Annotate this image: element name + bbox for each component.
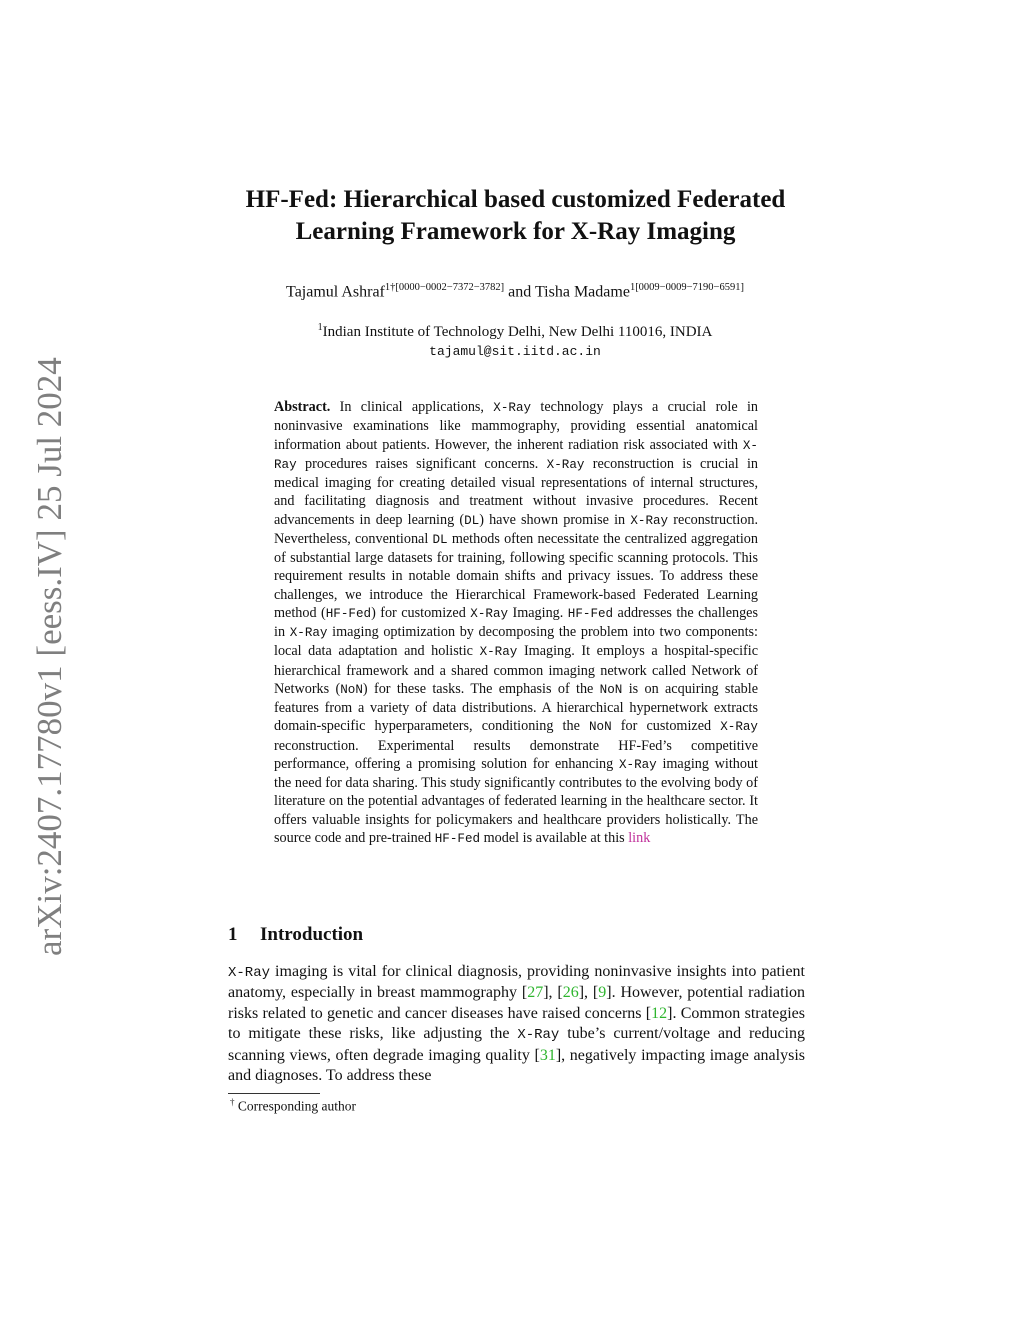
abstract-label: Abstract.: [274, 399, 331, 415]
footnote: [230, 1097, 356, 1115]
abstract-text: reconstruction. Experimental results demonstrate HF-Fed’s competitive performance, offering a promising solution for enhancing: [274, 737, 758, 772]
title-line-1: HF-Fed: Hierarchical based customized Federated: [245, 186, 786, 213]
abstract-text: In clinical applications,: [330, 399, 494, 415]
code-term: X-Ray: [479, 645, 518, 660]
abstract-text: for customized: [611, 718, 721, 735]
citation-link[interactable]: 9: [598, 984, 607, 1002]
code-term: X-Ray: [618, 757, 657, 772]
abstract-text: is on acquiring stable features from a variety of data distributions. A hierarchical hypernetwork extracts domain-specific hyperparameters, conditioning the: [274, 680, 759, 735]
code-term: NoN: [599, 682, 623, 697]
code-term: NoN: [589, 720, 612, 735]
citation-link[interactable]: 31: [539, 1046, 556, 1064]
code-term: DL: [464, 513, 480, 528]
code-term: X-Ray: [228, 965, 271, 981]
abstract-text: reconstruction is crucial in medical imaging for creating detailed visual representations of internal structures, and facilitating diagnosis and treatment without invasive procedures. Recent advancements in deep learning (: [274, 455, 758, 528]
code-term: HF-Fed: [434, 831, 481, 846]
abstract-text: ) for these tasks. The emphasis of the: [362, 680, 600, 697]
abstract-text: Imaging.: [508, 604, 568, 621]
body-text: ], negatively impacting image analysis and diagnoses. To address these: [228, 1046, 805, 1085]
abstract-text: methods often necessitate the centralized aggregation of substantial large datasets for training, following specific scanning protocols. This requirement results in notable domain shifts and privacy issues. To address these challenges, we introduce the Hierarchical Framework-based Federated Learning method (: [274, 530, 758, 621]
abstract-text: Imaging. It employs a hospital-specific hierarchical framework and a shared common imaging network called Network of Networks (: [274, 643, 758, 697]
body-text: ]. However, potential radiation risks related to genetic and cancer diseases have raised concerns [: [228, 984, 806, 1022]
abstract-text: ) have shown promise in: [479, 511, 631, 528]
section-title: Introduction: [260, 924, 364, 945]
author-list: [210, 282, 820, 301]
paper-title: [218, 184, 813, 248]
author-separator: and: [504, 283, 535, 301]
author-email[interactable]: tajamul@sit.iitd.ac.in: [429, 344, 601, 359]
citation-link[interactable]: 12: [651, 1004, 668, 1022]
abstract-text: procedures raises significant concerns.: [296, 455, 547, 472]
section-heading-introduction: [228, 924, 363, 946]
abstract-text: imaging without the need for data sharing. This study significantly contributes to the evolving body of literature on the potential advantages of federated learning in the healthcare sector. It offers valuable insights for policymakers and healthcare providers holistically. The source code and pre-trained: [274, 755, 758, 846]
citation-link[interactable]: 26: [562, 984, 579, 1002]
code-term: X-Ray: [630, 513, 669, 528]
author-1-superscript: 1†[0000−0002−7372−3782]: [384, 282, 505, 293]
abstract-text: model is available at this: [480, 829, 629, 846]
abstract: [274, 398, 758, 848]
body-text: ], [: [578, 984, 599, 1002]
footnote-mark: †: [230, 1097, 235, 1107]
code-term: X-Ray: [274, 438, 758, 472]
abstract-text: ) for customized: [371, 604, 471, 621]
abstract-text: reconstruction. Nevertheless, conventional: [274, 511, 758, 547]
title-line-2: Learning Framework for X-Ray Imaging: [295, 218, 736, 245]
body-text: imaging is vital for clinical diagnosis, providing noninvasive insights into patient anatomy, especially in breast mammography [: [228, 963, 805, 1002]
author-1-name: Tajamul Ashraf: [286, 283, 385, 301]
code-term: X-Ray: [546, 457, 585, 472]
code-link[interactable]: link: [628, 829, 651, 846]
code-term: X-Ray: [289, 626, 328, 640]
code-term: NoN: [340, 682, 363, 697]
affiliation-text: Indian Institute of Technology Delhi, New Delhi 110016, INDIA: [322, 324, 713, 340]
code-term: X-Ray: [517, 1027, 560, 1044]
affiliation-block: [210, 318, 820, 362]
body-text: ]. Common strategies to mitigate these risks, like adjusting the: [228, 1004, 806, 1043]
code-term: HF-Fed: [325, 606, 372, 621]
abstract-text: technology plays a crucial role in noninvasive examinations like mammography, providing essential anatomical information about patients. However, the inherent radiation risk associated with: [274, 399, 758, 453]
affiliation-superscript: 1: [317, 322, 323, 333]
body-text: ], [: [543, 984, 563, 1002]
author-2-name: Tisha Madame: [534, 283, 630, 301]
code-term: X-Ray: [720, 720, 758, 735]
citation-link[interactable]: 27: [527, 984, 544, 1002]
abstract-text: imaging optimization by decomposing the problem into two components: local data adaptation and holistic: [274, 624, 758, 660]
code-term: X-Ray: [493, 401, 532, 415]
introduction-paragraph: [228, 962, 805, 1086]
code-term: X-Ray: [470, 606, 509, 621]
code-term: DL: [432, 532, 448, 547]
footnote-divider: [228, 1093, 320, 1094]
author-2-superscript: 1[0009−0009−7190−6591]: [629, 282, 744, 293]
abstract-text: addresses the challenges in: [274, 604, 759, 640]
section-number: 1: [228, 924, 238, 945]
body-text: tube’s current/voltage and reducing scanning views, often degrade imaging quality [: [228, 1025, 805, 1064]
code-term: HF-Fed: [567, 606, 614, 621]
footnote-text: Corresponding author: [234, 1098, 356, 1114]
arxiv-identifier-stamp: arXiv:2407.17780v1 [eess.IV] 25 Jul 2024: [30, 357, 69, 956]
